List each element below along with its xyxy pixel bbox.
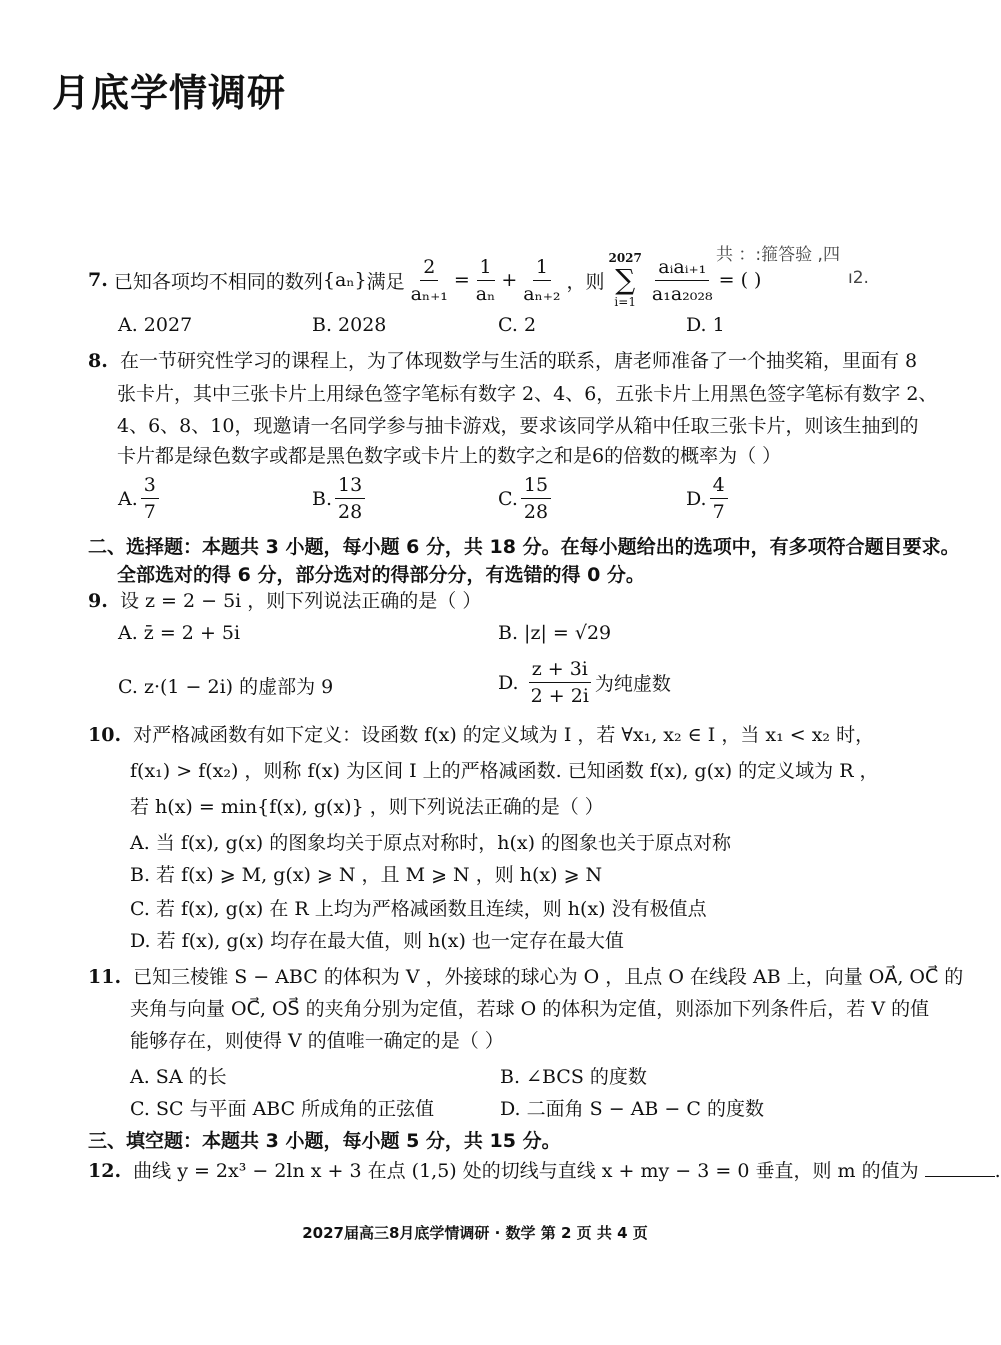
question-text: 对严格减函数有如下定义：设函数 f(x) 的定义域为 I ，若 ∀x₁, x₂ ∈ I ，当 x₁ < x₂ 时，	[133, 724, 875, 746]
question-12: 12. 曲线 y = 2x³ − 2ln x + 3 在点 (1,5) 处的切线与直线 x + my − 3 = 0 垂直，则 m 的值为 .	[88, 1160, 1001, 1182]
question-number: 11.	[88, 966, 122, 988]
option-a: A. 2027	[118, 314, 193, 336]
question-11-line-1	[88, 962, 963, 989]
question-8-line-4: 卡片都是绿色数字或都是黑色数字或卡片上的数字之和是6的倍数的概率为（ ）	[117, 445, 782, 467]
option-a: A. SA 的长	[130, 1066, 227, 1088]
option-d: D. 若 f(x), g(x) 均存在最大值，则 h(x) 也一定存在最大值	[130, 930, 624, 952]
option-b: B. ∠BCS 的度数	[500, 1066, 647, 1088]
option-a: A. $\frac{3}{7}$	[118, 472, 162, 525]
answer-bracket: = ( )	[718, 269, 762, 291]
question-11-line-2: 夹角与向量 OC⃗, OS⃗ 的夹角分别为定值，若球 O 的体积为定值，则添加下列条件后，若 V 的值	[130, 998, 930, 1020]
option-a: A. z̄ = 2 + 5i	[118, 622, 241, 644]
question-text: 满足	[366, 270, 405, 293]
question-11-line-3: 能够存在，则使得 V 的值唯一确定的是（ ）	[130, 1030, 504, 1052]
section-heading: 二、选择题：本题共 3 小题，每小题 6 分，共 18 分。在每小题给出的选项中，有多项符合题目要求。	[88, 536, 960, 558]
fraction: $\frac{1}{\text{aₙ}}$	[475, 255, 496, 305]
page-header-title: 月底学情调研	[52, 71, 287, 115]
equals-sign: =	[453, 269, 470, 291]
question-9	[88, 586, 481, 613]
option-d: D. $\frac{z + 3i}{2 + 2i}$ 为纯虚数	[498, 658, 671, 707]
question-8-line-2: 张卡片，其中三张卡片上用绿色签字笔标有数字 2、4、6，五张卡片上用黑色签字笔标有数字 2、	[117, 383, 938, 405]
question-text: ，则	[566, 270, 605, 293]
answer-blank[interactable]	[925, 1160, 995, 1177]
question-8-line-3: 4、6、8、10，现邀请一名同学参与抽卡游戏，要求该同学从箱中任取三张卡片，则该生抽到的	[117, 415, 919, 437]
question-10-line-3: 若 h(x) = min{f(x), g(x)} ，则下列说法正确的是（ ）	[130, 796, 604, 818]
question-number: 9.	[88, 590, 108, 612]
option-b: B. |z| = √29	[498, 622, 612, 644]
question-number: 7.	[88, 269, 108, 291]
stamp-text-line2: ı2.	[848, 268, 869, 288]
question-10-line-2: f(x₁) > f(x₂) ，则称 f(x) 为区间 I 上的严格减函数. 已知函数 f(x), g(x) 的定义域为 R ，	[130, 760, 879, 782]
plus-sign: +	[501, 269, 518, 291]
section-instructions: 全部选对的得 6 分，部分选对的得部分分，有选错的得 0 分。	[117, 564, 645, 586]
question-7	[88, 250, 761, 310]
option-d: D. $\frac{4}{7}$	[686, 472, 731, 525]
stamp-text-line1: 共 ：:箍答验 ,四	[716, 245, 840, 265]
question-8-line-1	[88, 346, 917, 373]
sequence-symbol: {aₙ}	[322, 269, 367, 291]
question-number: 12.	[88, 1160, 122, 1182]
option-a: A. 当 f(x), g(x) 的图象均关于原点对称时，h(x) 的图象也关于原点对称	[130, 832, 732, 854]
option-b: B. 若 f(x) ⩾ M, g(x) ⩾ N ，且 M ⩾ N ，则 h(x) ⩾ N	[130, 864, 603, 886]
question-text: 曲线 y = 2x³ − 2ln x + 3 在点 (1,5) 处的切线与直线 x + my − 3 = 0 垂直，则 m 的值为	[133, 1160, 919, 1182]
summation: 2027 ∑ i=1	[608, 251, 642, 309]
question-number: 10.	[88, 724, 122, 746]
question-text: 已知各项均不相同的数列	[113, 270, 323, 293]
question-text: 已知三棱锥 S − ABC 的体积为 V ，外接球的球心为 O ，且点 O 在线段 AB 上，向量 OA⃗, OC⃗ 的	[133, 966, 964, 988]
fraction: $\frac{2}{\text{aₙ₊₁}}$	[410, 255, 448, 305]
option-c: C. z·(1 − 2i) 的虚部为 9	[118, 676, 334, 698]
option-b: B. 2028	[312, 314, 387, 336]
page-footer: 2027届高三8月底学情调研 · 数学 第 2 页 共 4 页	[302, 1224, 648, 1242]
question-10-line-1	[88, 720, 874, 747]
question-text: 在一节研究性学习的课程上，为了体现数学与生活的联系，唐老师准备了一个抽奖箱，里面有 8	[119, 350, 918, 372]
option-c: C. 若 f(x), g(x) 在 R 上均为严格减函数且连续，则 h(x) 没有极值点	[130, 898, 707, 920]
fraction: $\frac{\text{aᵢaᵢ₊₁}}{\text{a₁a₂₀₂₈}}$	[651, 255, 713, 305]
option-d: D. 二面角 S − AB − C 的度数	[500, 1098, 764, 1120]
option-c: C. 2	[498, 314, 537, 336]
option-d: D. 1	[686, 314, 725, 336]
question-text: 设 z = 2 − 5i ，则下列说法正确的是（ ）	[119, 590, 482, 612]
option-c: C. SC 与平面 ABC 所成角的正弦值	[130, 1098, 435, 1120]
section-heading: 三、填空题：本题共 3 小题，每小题 5 分，共 15 分。	[88, 1130, 561, 1152]
option-b: B. $\frac{13}{28}$	[312, 472, 368, 525]
fraction: $\frac{1}{\text{aₙ₊₂}}$	[523, 255, 561, 305]
option-c: C. $\frac{15}{28}$	[498, 472, 554, 525]
question-number: 8.	[88, 350, 108, 372]
